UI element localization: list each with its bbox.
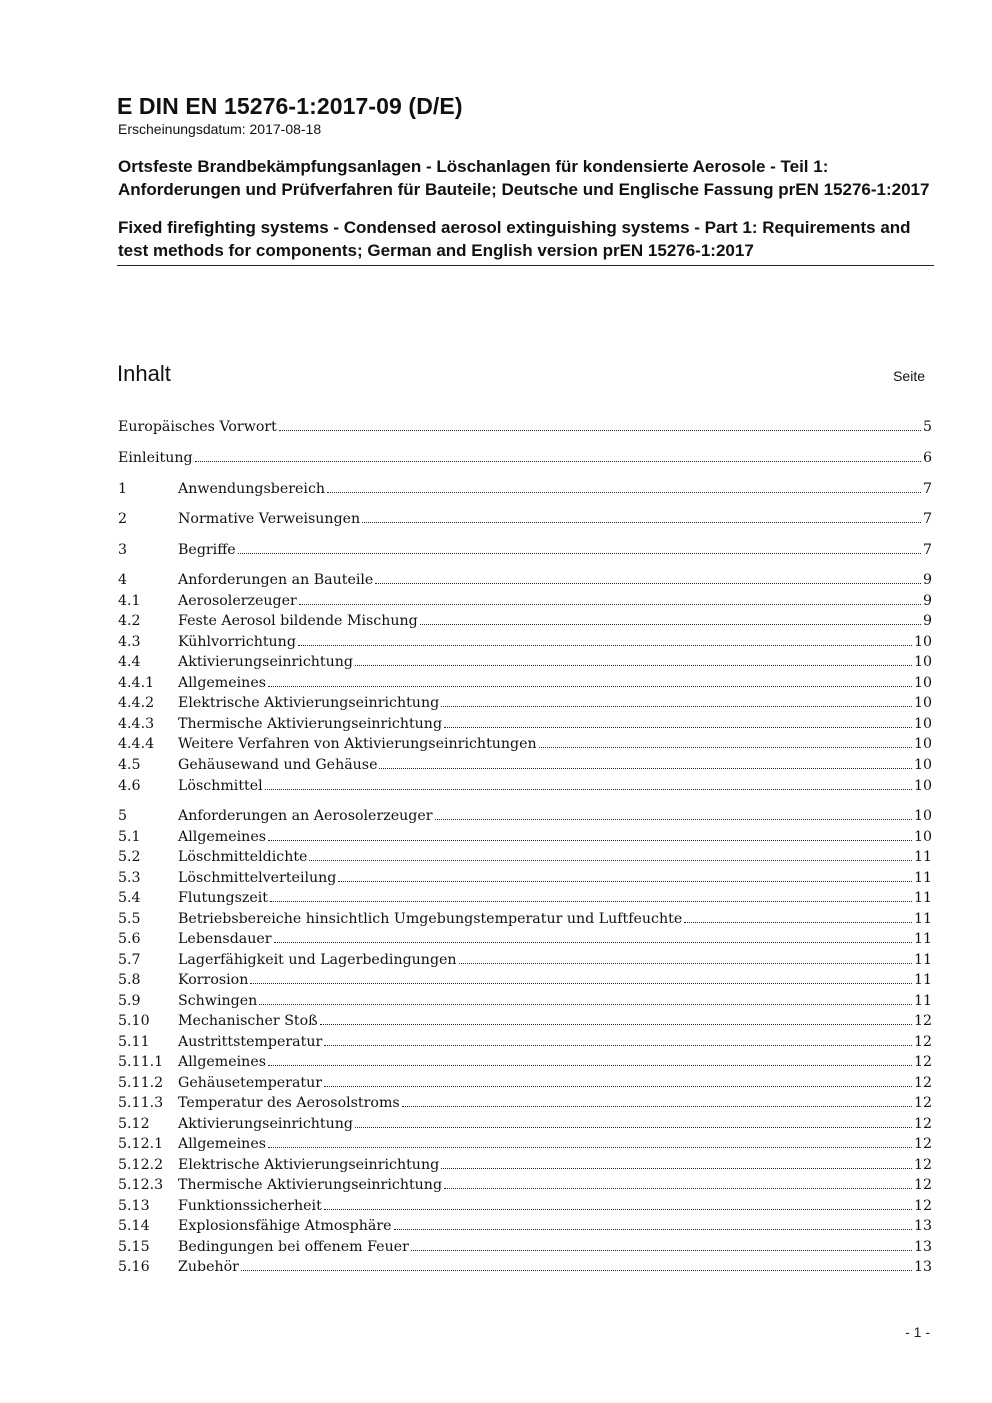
toc-entry-number: 4.4.3 bbox=[118, 716, 155, 732]
toc-entry-number: 5.12 bbox=[118, 1116, 150, 1132]
toc-entry-title: Mechanischer Stoß bbox=[178, 1013, 318, 1029]
toc-entry-number: 5.12.2 bbox=[118, 1157, 164, 1173]
toc-entry-page: 10 bbox=[913, 736, 932, 752]
toc-entry-title: Löschmittel bbox=[178, 778, 263, 794]
toc-leader-dots bbox=[265, 788, 912, 790]
toc-entry-number: 5.14 bbox=[118, 1218, 150, 1234]
toc-entry[interactable] bbox=[118, 541, 932, 559]
toc-entry-number: 5 bbox=[118, 808, 128, 824]
toc-entry[interactable] bbox=[118, 1115, 932, 1133]
toc-leader-dots bbox=[338, 880, 912, 882]
toc-entry-number: 5.7 bbox=[118, 952, 141, 968]
toc-entry[interactable] bbox=[118, 612, 932, 630]
toc-leader-dots bbox=[268, 685, 912, 687]
toc-entry-number: 4.4.2 bbox=[118, 695, 155, 711]
toc-entry-title: Europäisches Vorwort bbox=[118, 419, 277, 435]
toc-entry[interactable] bbox=[118, 930, 932, 948]
toc-leader-dots bbox=[441, 705, 912, 707]
toc-entry-title: Flutungszeit bbox=[178, 890, 268, 906]
toc-entry-page: 12 bbox=[913, 1013, 932, 1029]
document-header bbox=[117, 92, 934, 266]
contents-heading-row bbox=[117, 360, 925, 390]
toc-entry-number: 5.3 bbox=[118, 870, 141, 886]
toc-entry-page: 10 bbox=[913, 757, 932, 773]
toc-entry-title: Bedingungen bei offenem Feuer bbox=[178, 1239, 409, 1255]
toc-leader-dots bbox=[250, 982, 912, 984]
toc-entry[interactable] bbox=[118, 889, 932, 907]
toc-entry-title: Aktivierungseinrichtung bbox=[178, 1116, 353, 1132]
toc-entry-page: 12 bbox=[913, 1177, 932, 1193]
toc-entry[interactable] bbox=[118, 1197, 932, 1215]
toc-entry-page: 11 bbox=[913, 931, 932, 947]
toc-leader-dots bbox=[539, 746, 912, 748]
toc-entry-page: 9 bbox=[922, 613, 932, 629]
toc-entry-number: 4.4 bbox=[118, 654, 141, 670]
toc-leader-dots bbox=[324, 1044, 912, 1046]
toc-entry-number: 5.11.2 bbox=[118, 1075, 164, 1091]
toc-entry[interactable] bbox=[118, 971, 932, 989]
toc-entry-title: Anwendungsbereich bbox=[178, 481, 326, 497]
toc-entry-page: 12 bbox=[913, 1075, 932, 1091]
toc-entry-number: 5.6 bbox=[118, 931, 141, 947]
toc-entry-title: Lagerfähigkeit und Lagerbedingungen bbox=[178, 952, 457, 968]
toc-entry-title: Kühlvorrichtung bbox=[178, 634, 296, 650]
toc-entry-number: 1 bbox=[118, 481, 128, 497]
toc-entry-page: 10 bbox=[913, 778, 932, 794]
toc-entry-title: Aktivierungseinrichtung bbox=[178, 654, 353, 670]
toc-entry-title: Explosionsfähige Atmosphäre bbox=[178, 1218, 392, 1234]
toc-entry-title: Funktionssicherheit bbox=[178, 1198, 322, 1214]
toc-entry-number: 4.6 bbox=[118, 778, 141, 794]
toc-entry-page: 13 bbox=[913, 1218, 932, 1234]
toc-entry-page: 12 bbox=[913, 1054, 932, 1070]
toc-entry-title: Allgemeines bbox=[178, 1054, 266, 1070]
toc-entry-number: 5.12.1 bbox=[118, 1136, 164, 1152]
toc-leader-dots bbox=[444, 1187, 912, 1189]
toc-leader-dots bbox=[270, 900, 912, 902]
toc-entry-number: 5.2 bbox=[118, 849, 141, 865]
toc-entry-number: 2 bbox=[118, 511, 128, 527]
toc-entry[interactable] bbox=[118, 715, 932, 733]
toc-entry-title: Betriebsbereiche hinsichtlich Umgebungstemperatur und Luftfeuchte bbox=[178, 911, 683, 927]
toc-entry[interactable] bbox=[118, 1176, 932, 1194]
toc-entry-page: 7 bbox=[922, 481, 932, 497]
toc-entry-number: 4.4.4 bbox=[118, 736, 155, 752]
toc-entry-title: Feste Aerosol bildende Mischung bbox=[178, 613, 418, 629]
toc-entry[interactable] bbox=[118, 807, 932, 825]
toc-entry-page: 10 bbox=[913, 675, 932, 691]
toc-entry[interactable] bbox=[118, 592, 932, 610]
title-english: Fixed firefighting systems - Condensed aerosol extinguishing systems - Part 1: Requirements and test methods for components; German and English version prEN 15276-1:2017 bbox=[118, 218, 911, 260]
toc-entry-page: 11 bbox=[913, 911, 932, 927]
toc-entry-title: Begriffe bbox=[178, 542, 236, 558]
toc-entry-page: 6 bbox=[922, 450, 932, 466]
toc-entry-number: 5.11.3 bbox=[118, 1095, 164, 1111]
toc-entry-page: 12 bbox=[913, 1095, 932, 1111]
toc-entry-page: 12 bbox=[913, 1034, 932, 1050]
toc-entry[interactable] bbox=[118, 951, 932, 969]
toc-entry-page: 9 bbox=[922, 593, 932, 609]
toc-entry[interactable] bbox=[118, 449, 932, 467]
toc-entry-page: 13 bbox=[913, 1259, 932, 1275]
toc-entry-page: 5 bbox=[922, 419, 932, 435]
toc-entry[interactable] bbox=[118, 480, 932, 498]
toc-entry-page: 9 bbox=[922, 572, 932, 588]
toc-leader-dots bbox=[379, 767, 911, 769]
toc-entry[interactable] bbox=[118, 674, 932, 692]
toc-entry[interactable] bbox=[118, 1012, 932, 1030]
toc-entry-number: 5.11.1 bbox=[118, 1054, 164, 1070]
toc-entry-page: 10 bbox=[913, 634, 932, 650]
page-number: - 1 - bbox=[905, 1324, 930, 1340]
toc-entry-page: 10 bbox=[913, 716, 932, 732]
toc-entry[interactable] bbox=[118, 418, 932, 436]
toc-entry-number: 4.1 bbox=[118, 593, 141, 609]
toc-entry-title: Allgemeines bbox=[178, 675, 266, 691]
toc-leader-dots bbox=[394, 1228, 912, 1230]
toc-leader-dots bbox=[444, 726, 912, 728]
toc-leader-dots bbox=[324, 1085, 912, 1087]
toc-entry[interactable] bbox=[118, 992, 932, 1010]
toc-entry[interactable] bbox=[118, 510, 932, 528]
toc-entry[interactable] bbox=[118, 735, 932, 753]
toc-entry[interactable] bbox=[118, 1074, 932, 1092]
toc-entry-page: 7 bbox=[922, 511, 932, 527]
toc-entry[interactable] bbox=[118, 910, 932, 928]
toc-entry[interactable] bbox=[118, 1053, 932, 1071]
publication-date: Erscheinungsdatum: 2017-08-18 bbox=[118, 121, 322, 137]
toc-leader-dots bbox=[195, 460, 921, 462]
toc-entry-number: 5.1 bbox=[118, 829, 141, 845]
toc-entry-number: 5.5 bbox=[118, 911, 141, 927]
toc-entry[interactable] bbox=[118, 1156, 932, 1174]
toc-entry[interactable] bbox=[118, 1135, 932, 1153]
toc-entry[interactable] bbox=[118, 777, 932, 795]
toc-entry-number: 4.3 bbox=[118, 634, 141, 650]
toc-entry-page: 10 bbox=[913, 808, 932, 824]
toc-entry-title: Einleitung bbox=[118, 450, 193, 466]
toc-entry-page: 11 bbox=[913, 972, 932, 988]
toc-entry[interactable] bbox=[118, 571, 932, 589]
toc-entry[interactable] bbox=[118, 869, 932, 887]
toc-leader-dots bbox=[299, 603, 921, 605]
title-german: Ortsfeste Brandbekämpfungsanlagen - Löschanlagen für kondensierte Aerosole - Teil 1: Anforderungen und Prüfverfahren für Bauteile; Deutsche und Englische Fassung prEN 15276-1:2017 bbox=[118, 157, 930, 199]
toc-entry-title: Elektrische Aktivierungseinrichtung bbox=[178, 695, 440, 711]
toc-leader-dots bbox=[268, 1064, 912, 1066]
toc-leader-dots bbox=[420, 623, 921, 625]
toc-entry[interactable] bbox=[118, 694, 932, 712]
toc-entry[interactable] bbox=[118, 828, 932, 846]
toc-entry-page: 10 bbox=[913, 829, 932, 845]
toc-entry-title: Anforderungen an Aerosolerzeuger bbox=[178, 808, 433, 824]
toc-entry-number: 4.2 bbox=[118, 613, 141, 629]
toc-entry-title: Gehäusewand und Gehäuse bbox=[178, 757, 378, 773]
toc-entry-title: Aerosolerzeuger bbox=[178, 593, 297, 609]
toc-entry-number: 5.9 bbox=[118, 993, 141, 1009]
toc-leader-dots bbox=[309, 859, 911, 861]
toc-leader-dots bbox=[459, 962, 912, 964]
toc-entry-page: 10 bbox=[913, 654, 932, 670]
toc-entry[interactable] bbox=[118, 848, 932, 866]
toc-entry[interactable] bbox=[118, 1238, 932, 1256]
toc-leader-dots bbox=[355, 664, 912, 666]
toc-entry-number: 4.4.1 bbox=[118, 675, 155, 691]
toc-entry[interactable] bbox=[118, 653, 932, 671]
toc-entry-title: Anforderungen an Bauteile bbox=[178, 572, 374, 588]
toc-entry-title: Thermische Aktivierungseinrichtung bbox=[178, 1177, 443, 1193]
toc-entry[interactable] bbox=[118, 1258, 932, 1276]
toc-leader-dots bbox=[279, 429, 921, 431]
toc-entry-number: 5.10 bbox=[118, 1013, 150, 1029]
toc-entry-page: 10 bbox=[913, 695, 932, 711]
toc-entry-page: 11 bbox=[913, 993, 932, 1009]
toc-entry-number: 3 bbox=[118, 542, 128, 558]
toc-leader-dots bbox=[241, 1269, 912, 1271]
toc-leader-dots bbox=[684, 921, 912, 923]
toc-entry-title: Lebensdauer bbox=[178, 931, 272, 947]
toc-entry-page: 12 bbox=[913, 1157, 932, 1173]
toc-entry-title: Temperatur des Aerosolstroms bbox=[178, 1095, 400, 1111]
toc-entry-title: Schwingen bbox=[178, 993, 258, 1009]
toc-entry[interactable] bbox=[118, 633, 932, 651]
contents-heading: Inhalt bbox=[117, 361, 171, 386]
toc-entry-title: Gehäusetemperatur bbox=[178, 1075, 323, 1091]
toc-entry-page: 12 bbox=[913, 1136, 932, 1152]
toc-entry-page: 11 bbox=[913, 952, 932, 968]
toc-entry-number: 5.8 bbox=[118, 972, 141, 988]
toc-leader-dots bbox=[327, 491, 921, 493]
toc-leader-dots bbox=[355, 1126, 912, 1128]
toc-entry-number: 4 bbox=[118, 572, 128, 588]
toc-leader-dots bbox=[268, 1146, 912, 1148]
toc-leader-dots bbox=[362, 521, 921, 523]
toc-entry-page: 12 bbox=[913, 1116, 932, 1132]
toc-entry-page: 13 bbox=[913, 1239, 932, 1255]
toc-leader-dots bbox=[259, 1003, 912, 1005]
toc-entry-title: Löschmittelverteilung bbox=[178, 870, 337, 886]
toc-entry-title: Elektrische Aktivierungseinrichtung bbox=[178, 1157, 440, 1173]
toc-leader-dots bbox=[320, 1023, 912, 1025]
toc-leader-dots bbox=[268, 839, 912, 841]
toc-entry-number: 5.15 bbox=[118, 1239, 150, 1255]
toc-leader-dots bbox=[375, 582, 921, 584]
toc-entry-title: Allgemeines bbox=[178, 829, 266, 845]
toc-entry-title: Allgemeines bbox=[178, 1136, 266, 1152]
toc-entry-page: 11 bbox=[913, 870, 932, 886]
toc-entry-number: 5.16 bbox=[118, 1259, 150, 1275]
toc-entry-number: 5.4 bbox=[118, 890, 141, 906]
toc-entry[interactable] bbox=[118, 1094, 932, 1112]
toc-entry-number: 5.11 bbox=[118, 1034, 150, 1050]
toc-leader-dots bbox=[298, 644, 912, 646]
header-rule bbox=[117, 265, 934, 266]
toc-entry-title: Thermische Aktivierungseinrichtung bbox=[178, 716, 443, 732]
toc-entry-number: 5.12.3 bbox=[118, 1177, 164, 1193]
toc-leader-dots bbox=[238, 552, 921, 554]
toc-leader-dots bbox=[274, 941, 912, 943]
toc-leader-dots bbox=[411, 1249, 912, 1251]
toc-entry[interactable] bbox=[118, 1033, 932, 1051]
toc-entry-title: Weitere Verfahren von Aktivierungseinrichtungen bbox=[178, 736, 537, 752]
toc-entry-page: 11 bbox=[913, 849, 932, 865]
toc-entry-title: Korrosion bbox=[178, 972, 249, 988]
toc-entry-page: 11 bbox=[913, 890, 932, 906]
toc-entry-page: 7 bbox=[922, 542, 932, 558]
toc-entry[interactable] bbox=[118, 756, 932, 774]
toc-entry-number: 5.13 bbox=[118, 1198, 150, 1214]
toc-leader-dots bbox=[435, 818, 912, 820]
page-column-label: Seite bbox=[893, 368, 925, 384]
toc-entry[interactable] bbox=[118, 1217, 932, 1235]
toc-entry-title: Zubehör bbox=[178, 1259, 239, 1275]
toc-entry-title: Normative Verweisungen bbox=[178, 511, 361, 527]
toc-leader-dots bbox=[324, 1208, 912, 1210]
document-id: E DIN EN 15276-1:2017-09 (D/E) bbox=[117, 93, 463, 119]
toc-entry-title: Austrittstemperatur bbox=[178, 1034, 323, 1050]
toc-entry-page: 12 bbox=[913, 1198, 932, 1214]
toc-entry-title: Löschmitteldichte bbox=[178, 849, 308, 865]
toc-entry-number: 4.5 bbox=[118, 757, 141, 773]
toc-leader-dots bbox=[441, 1167, 912, 1169]
toc-leader-dots bbox=[402, 1105, 912, 1107]
